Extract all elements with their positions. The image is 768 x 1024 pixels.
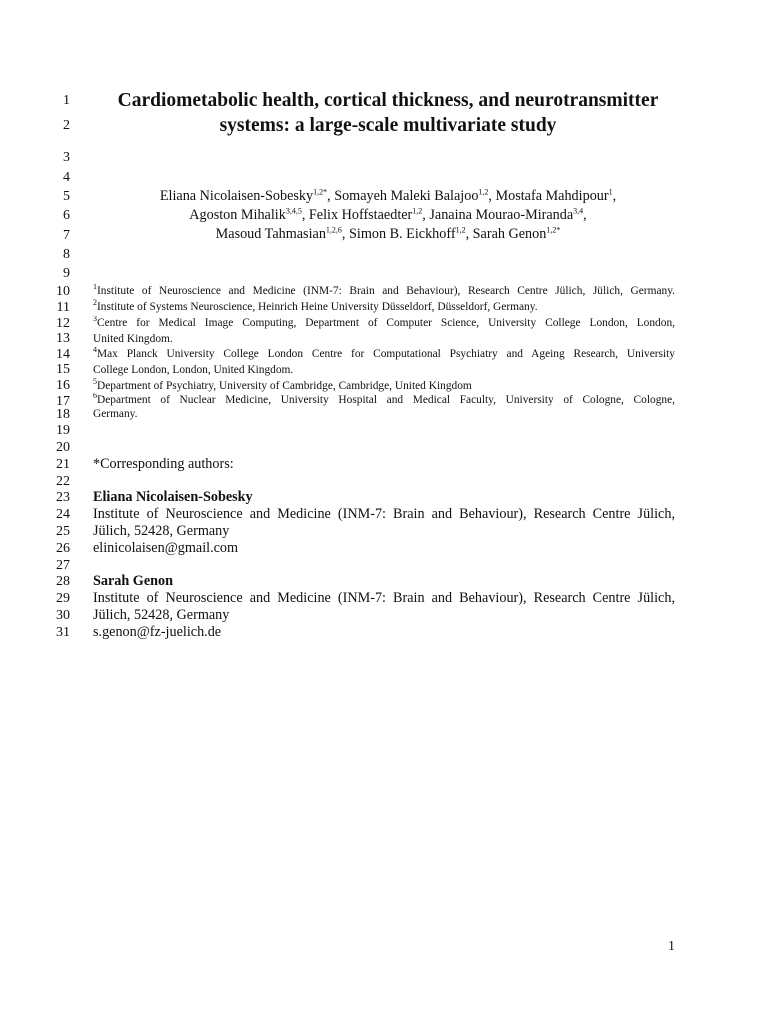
corresponding-address: Institute of Neuroscience and Medicine (INM-7: Brain and Behaviour), Research Centre Jülich, [93,590,675,606]
line-number: 29 [56,591,70,606]
line-number: 31 [56,625,70,640]
paper-title-line-1: Cardiometabolic health, cortical thickness, and neurotransmitter [117,90,659,111]
affiliation-text: Institute of Systems Neuroscience, Heinrich Heine University Düsseldorf, Düsseldorf, Germany. [97,301,538,313]
affiliation-text: Max Planck University College London Centre for Computational Psychiatry and Ageing Research, University [97,348,675,360]
author-name: Felix Hoffstaedter [308,207,413,223]
author-affiliation-marker: 1,2 [478,187,489,197]
affiliation-text: Department of Psychiatry, University of Cambridge, Cambridge, United Kingdom [97,380,472,392]
corresponding-name: Eliana Nicolaisen-Sobesky [93,489,253,505]
line-number: 13 [56,331,70,346]
affiliation-3 [93,316,675,346]
affiliation-4 [93,347,675,377]
line-number: 26 [56,541,70,556]
author-name: Sarah Genon [472,226,547,242]
line-number: 24 [56,507,70,522]
affiliation-number: 1 [93,284,97,292]
author-affiliation-marker: 1,2* [546,225,561,235]
author-line-2: Agoston Mihalik$^{3,4,5}$, Felix Hoffstaedter$^{1,2}$, Janaina Mourao-Miranda$^{3,4}$, [189,206,587,223]
line-number: 15 [56,362,70,377]
line-number: 2 [63,118,70,133]
line-number: 10 [56,284,70,299]
affiliation-5 [93,379,675,393]
line-number: 5 [63,189,70,204]
author-name: Simon B. Eickhoff [349,226,456,242]
line-number: 4 [63,170,70,185]
affiliation-text: Institute of Neuroscience and Medicine (INM-7: Brain and Behaviour), Research Centre Jülich, Jülich, Germany. [97,285,675,297]
author-affiliation-marker: 3,4 [573,206,584,216]
author-affiliation-marker: 1,2* [313,187,328,197]
affiliation-text: United Kingdom. [93,333,173,345]
affiliation-number: 3 [93,316,97,324]
paper-title-line-2: systems: a large-scale multivariate study [219,115,557,136]
author-affiliation-marker: 1,2,6 [325,225,342,235]
author-name: Mostafa Mahdipour [495,188,609,204]
author-name: Janaina Mourao-Miranda [429,207,574,223]
affiliation-number: 6 [93,393,97,401]
line-number: 27 [56,558,70,573]
author-affiliation-marker: 1,2 [455,225,466,235]
corresponding-email: elinicolaisen@gmail.com [93,540,239,556]
affiliation-text: Centre for Medical Image Computing, Department of Computer Science, University College London, London, [97,317,675,329]
line-number: 12 [56,316,70,331]
affiliation-6 [93,393,675,421]
line-number: 16 [56,378,70,393]
line-number: 20 [56,440,70,455]
affiliation-number: 2 [93,298,97,308]
author-name: Masoud Tahmasian [215,226,326,242]
affiliation-text: Department of Nuclear Medicine, University Hospital and Medical Faculty, University of Cologne, Cologne, [97,394,675,406]
line-number: 22 [56,474,70,489]
line-number: 8 [63,247,70,262]
author-name: Somayeh Maleki Balajoo [334,188,479,204]
line-number: 23 [56,490,70,505]
author-line-1: Eliana Nicolaisen-Sobesky$^{1,2*}$, Somayeh Maleki Balajoo$^{1,2}$, Mostafa Mahdipour$^1$, [159,187,617,204]
affiliation-text: Germany. [93,408,138,420]
line-number: 18 [56,407,70,422]
corresponding-email: s.genon@fz-juelich.de [93,624,222,640]
line-number: 3 [63,150,70,165]
affiliation-text: College London, London, United Kingdom. [93,364,294,376]
line-number: 6 [63,208,70,223]
line-number: 28 [56,574,70,589]
line-number: 11 [56,300,70,315]
page-number: 1 [668,939,675,954]
affiliation-2 [93,300,675,314]
affiliation-number: 4 [93,347,97,355]
corresponding-heading: *Corresponding authors: [93,456,234,472]
line-number: 17 [56,394,70,409]
author-affiliation-marker: 1,2 [412,206,423,216]
author-affiliation-marker: 1 [608,187,613,197]
corresponding-address: Jülich, 52428, Germany [93,523,230,539]
line-number: 21 [56,457,70,472]
line-number: 14 [56,347,70,362]
line-number: 30 [56,608,70,623]
line-number: 25 [56,524,70,539]
author-line-3: Masoud Tahmasian$^{1,2,6}$, Simon B. Eickhoff$^{1,2}$, Sarah Genon$^{1,2*}$ [215,225,561,242]
corresponding-address: Jülich, 52428, Germany [93,607,230,623]
line-number: 9 [63,266,70,281]
author-name: Agoston Mihalik [189,207,286,223]
corresponding-name: Sarah Genon [93,573,174,589]
line-number: 19 [56,423,70,438]
corresponding-address: Institute of Neuroscience and Medicine (INM-7: Brain and Behaviour), Research Centre Jülich, [93,506,675,522]
author-affiliation-marker: 3,4,5 [285,206,302,216]
affiliation-1 [93,284,675,298]
affiliation-number: 5 [93,377,97,387]
line-number: 1 [63,93,70,108]
author-name: Eliana Nicolaisen-Sobesky [159,188,314,204]
line-number: 7 [63,228,70,243]
